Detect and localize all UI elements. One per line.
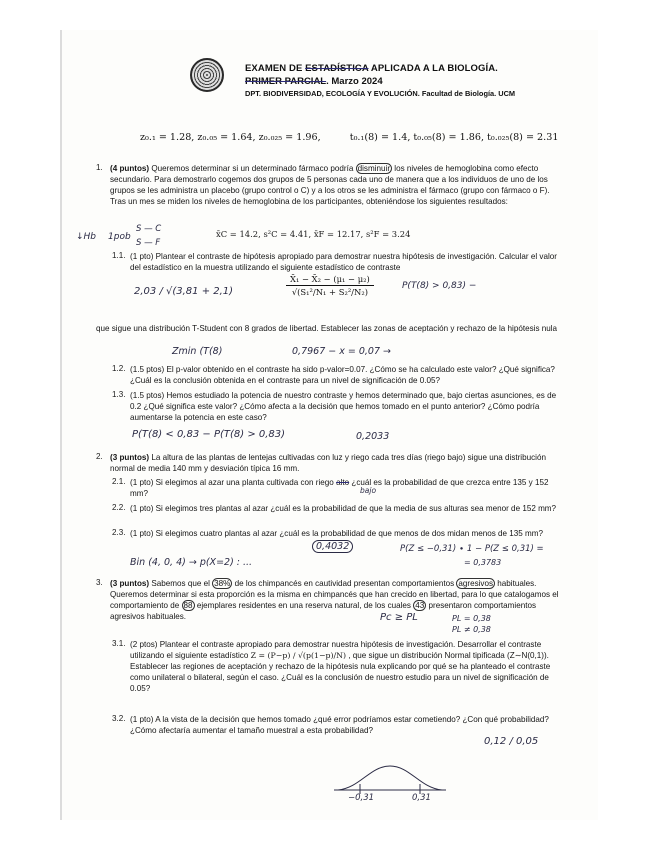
hw-bajo: bajo <box>360 486 377 495</box>
q2-3-number: 2.3. <box>112 528 126 537</box>
exam-sheet <box>62 30 598 820</box>
hw-val1: 0,7967 − x = 0,07 → <box>292 346 391 357</box>
q3-text <box>110 578 560 622</box>
q1-1-text-b: que sigue una distribución T-Student con 8 grados de libertad. Establecer las zonas de aceptación y rechazo de la hipótesis nula <box>96 324 558 333</box>
q2-2-number: 2.2. <box>112 503 126 512</box>
page-edge <box>60 30 62 820</box>
hw-pob: 1pob <box>108 232 131 242</box>
q1-points: (4 puntos) <box>110 164 150 173</box>
q3-2-number: 3.2. <box>112 714 126 723</box>
hw-zmin: Zmin (T(8) <box>172 346 223 357</box>
hw-pt2: P(T(8) < 0,83 − P(T(8) > 0,83) <box>132 429 286 440</box>
curve-line <box>338 766 442 790</box>
q2-1-text-a: (1 pto) Si elegimos al azar una planta cultivada con riego <box>130 478 334 487</box>
q3-points: (3 puntos) <box>110 579 150 588</box>
title-strike: ESTADÍSTICA <box>305 63 369 74</box>
q2-body: La altura de las plantas de lentejas cultivadas con luz y riego cada tres días (riego bajo) sigue una distribución normal de media 140 mm y desviación típica 16 mm. <box>110 453 546 473</box>
hw-pz: P(Z ≤ −0,31) ∙ 1 − P(Z ≤ 0,31) = <box>400 544 544 554</box>
q2-3-text: (1 pto) Si elegimos cuatro plantas al azar ¿cuál es la probabilidad de que menos de dos midan menos de 135 mm? <box>130 529 544 538</box>
q3-circled-n: 88 <box>183 601 193 610</box>
q3-text-d: ejemplares residentes en una reserva natural, de los cuales <box>196 601 411 610</box>
q3-1-number: 3.1. <box>112 639 126 648</box>
hw-pob-f: S — F <box>136 238 161 248</box>
q1-text <box>110 163 560 207</box>
q1-1-number: 1.1. <box>112 251 126 260</box>
subtitle-rest: . Marzo 2024 <box>326 76 383 87</box>
q1-2-text: (1.5 ptos) El p-valor obtenido en el contraste ha sido p-valor=0.07. ¿Cómo se ha calculado este valor? ¿Qué significa? ¿Cuál es la conclusión obtenida en el contraste para un nivel de significación de 0.05? <box>130 365 555 385</box>
q3-number: 3. <box>96 578 103 587</box>
exam-title <box>245 63 545 74</box>
q2-text <box>110 452 560 474</box>
q1-stats: x̄C = 14.2, s²C = 4.41, x̄F = 12.17, s²F = 3.24 <box>216 229 411 239</box>
q1-number: 1. <box>96 163 103 172</box>
z-statistic-formula: Z = (P−p) / √(p(1−p)/N) <box>250 651 346 660</box>
hw-pt: P(T(8) > 0,83) − <box>402 281 477 291</box>
exam-subtitle <box>245 76 545 87</box>
q3-text-c: habituales. Queremos determinar si esta proporción es la misma en chimpancés que han crecido en libertad, para lo que catalogamos el comportamiento de <box>110 579 559 610</box>
q3-2-text: (1 pto) A la vista de la decisión que hemos tomado ¿qué error podríamos estar cometiendo? ¿Con qué probabilidad? ¿Cómo afectaría aumentar el tamaño muestral a esta probabilidad? <box>130 715 549 735</box>
q3-1-text-a: (2 ptos) Plantear el contraste apropiado para demostrar nuestra hipótesis de investigación. Desarrollar el contraste utilizando el siguiente estadístico <box>130 640 542 660</box>
q1-3-text: (1.5 ptos) Hemos estudiado la potencia de nuestro contraste y hemos determinado que, bajo ciertas asunciones, es de 0.2 ¿Qué significa este valor? ¿Cómo afecta a la decisión que hemos tomado en el punto anterior? ¿Cómo podría aumentarse la potencia en este caso? <box>130 391 557 422</box>
q3-circled-pct: 38% <box>214 579 231 588</box>
q3-1-text <box>130 639 560 694</box>
title-prefix: EXAMEN DE <box>245 63 306 74</box>
q3-circled-k: 43 <box>415 601 425 610</box>
formula-fraction <box>286 274 374 297</box>
hw-val2: 0,2033 <box>356 431 390 442</box>
hw-pl1: PL = 0,38 <box>452 614 491 623</box>
q3-1-text-b: , que sigue un distribución Normal tipificada (Z∼N(0,1)). Establecer las regiones de aceptación y rechazo de la hipótesis nula explicando por qué se ha planteado el contraste como unilateral o bilateral, según el caso. ¿Cuál es la conclusión de nuestro estudio para un nivel de significación de 0.05? <box>130 651 551 693</box>
q1-circled-word: disminuir <box>357 164 391 173</box>
t-statistic-formula <box>286 274 374 297</box>
subtitle-bold: PRIMER PARCIAL <box>245 76 327 87</box>
q2-1-strike: alto <box>336 478 350 487</box>
q3-circled-word: agresivos <box>458 579 494 588</box>
q2-number: 2. <box>96 452 103 461</box>
exam-header <box>245 63 545 98</box>
hw-hb: ↓Hb <box>76 232 97 242</box>
hw-pc: Pc ≥ PL <box>380 612 418 623</box>
q3-text-a: Sabemos que el <box>151 579 210 588</box>
hw-bin: Bin (4, 0, 4) → p(X=2) : ... <box>130 557 253 568</box>
q1-3-number: 1.3. <box>112 390 126 399</box>
hw-axis-right: 0,31 <box>412 793 431 803</box>
q3-text-e: presentaron comportamientos agresivos habituales. <box>110 601 537 621</box>
hw-calc: 2,03 / √(3,81 + 2,1) <box>134 286 234 297</box>
hw-pz-res: = 0,3783 <box>464 558 502 567</box>
q2-1-text <box>130 477 560 499</box>
q1-text-a: Queremos determinar si un determinado fármaco podría <box>151 164 354 173</box>
department: DPT. BIODIVERSIDAD, ECOLOGÍA Y EVOLUCIÓN. Facultad de Biología. UCM <box>245 89 516 98</box>
z-values: z₀.₁ = 1.28, z₀.₀₅ = 1.64, z₀.₀₂₅ = 1.96, <box>140 132 321 143</box>
formula-numerator: X̄₁ − X̄₂ − (μ₁ − μ₂) <box>286 274 374 286</box>
q1-2-number: 1.2. <box>112 364 126 373</box>
critical-values <box>140 132 580 143</box>
hw-pob-c: S — C <box>136 224 162 234</box>
q1-1-text: (1 pto) Plantear el contraste de hipótesis apropiado para demostrar nuestra hipótesis de investigación. Calcular el valor del estadístico en la muestra utilizando el siguiente estadístico de contraste <box>130 252 557 272</box>
ucm-seal-logo <box>190 58 224 92</box>
q2-1-number: 2.1. <box>112 477 126 486</box>
q2-2-text: (1 pto) Si elegimos tres plantas al azar ¿cuál es la probabilidad de que la media de sus alturas sea menor de 152 mm? <box>130 504 557 513</box>
q1-text-b: los niveles de hemoglobina como efecto secundario. Para demostrarlo cogemos dos grupos de 5 personas cada uno de manera que a los individuos de uno de los grupos se les administra un placebo (grupo control o C) y a los otros se les administra el fármaco (grupo con fármaco o F). Tras un mes se miden los niveles de hemoglobina de los participantes, obteniéndose los siguientes resultados: <box>110 164 550 206</box>
hw-pl2: PL ≠ 0,38 <box>452 625 491 634</box>
q3-text-b: de los chimpancés en cautividad presentan comportamientos <box>234 579 455 588</box>
t-values: t₀.₁(8) = 1.4, t₀.₀₅(8) = 1.86, t₀.₀₂₅(8) = 2.31 <box>349 132 559 143</box>
title-suffix: APLICADA A LA BIOLOGÍA. <box>368 63 498 74</box>
hw-answer: 0,12 / 0,05 <box>484 736 539 747</box>
q2-1-text-b: ¿cuál es la probabilidad de que crezca entre 135 y 152 mm? <box>130 478 549 498</box>
formula-denominator: √(S₁²/N₁ + S₂²/N₂) <box>291 287 368 297</box>
hw-axis-left: −0,31 <box>348 793 375 803</box>
hw-circled-value: 0,4032 <box>312 540 353 553</box>
q2-points: (3 puntos) <box>110 453 150 462</box>
